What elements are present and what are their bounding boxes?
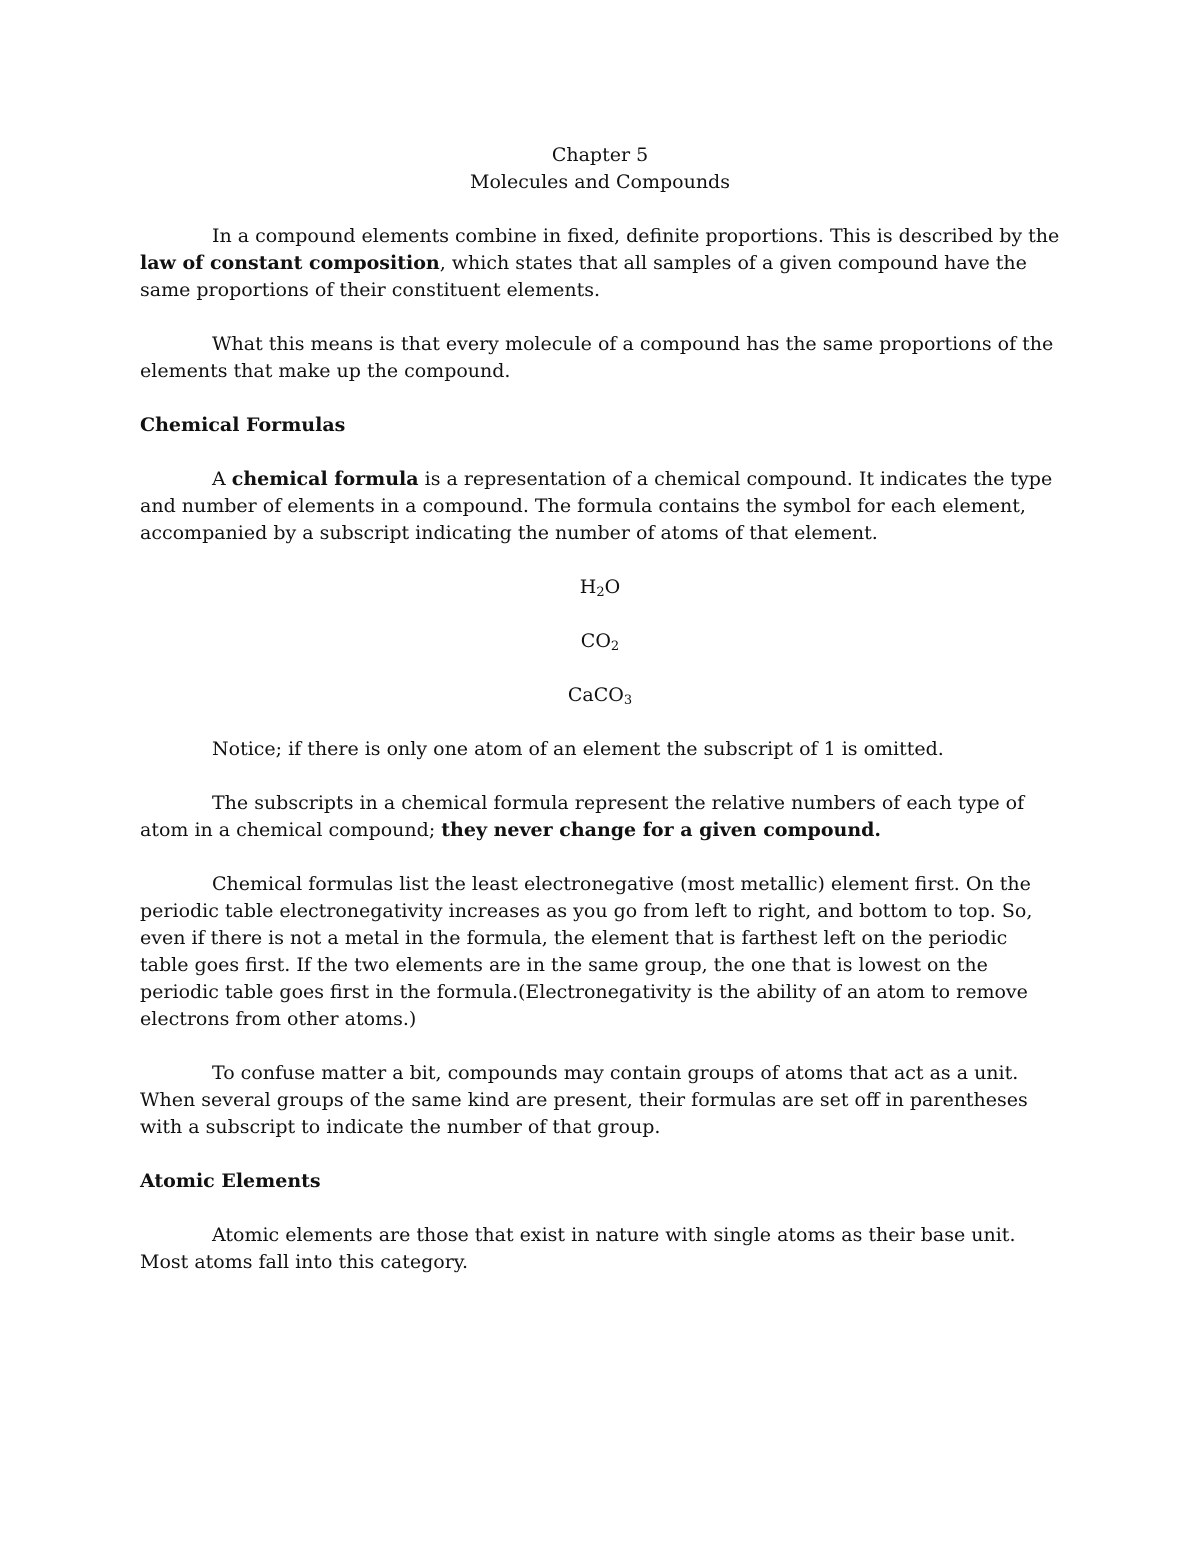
paragraph-text: The subscripts in a chemical formula represent the relative numbers of each type of atom in a chemical compound; xyxy=(140,792,1025,841)
formula-water xyxy=(140,574,1060,601)
formula-part: CaCO xyxy=(567,684,624,706)
groups-paragraph: To confuse matter a bit, compounds may contain groups of atoms that act as a unit. When several groups of the same kind are present, their formulas are set off in parentheses with a subscript to indicate the number of that group. xyxy=(140,1062,1028,1138)
chemical-formula-term: chemical formula xyxy=(231,468,419,490)
subscripts-paragraph xyxy=(140,790,1060,844)
intro-paragraph-1 xyxy=(140,223,1060,304)
atomic-elements-paragraph: Atomic elements are those that exist in nature with single atoms as their base unit. Most atoms fall into this category. xyxy=(140,1224,1016,1273)
formula-carbon-dioxide xyxy=(140,628,1060,655)
intro-text: , which states that all samples of a given compound have the same proportions of their constituent elements. xyxy=(140,252,1027,301)
formula-part: O xyxy=(604,576,621,598)
formula-part: H xyxy=(579,576,597,598)
section-heading-chemical-formulas: Chemical Formulas xyxy=(140,414,346,436)
formula-calcium-carbonate xyxy=(140,682,1060,709)
electronegativity-paragraph: Chemical formulas list the least electronegative (most metallic) element first. On the periodic table electronegativity increases as you go from left to right, and bottom to top. So, even if there is not a metal in the formula, the element that is farthest left on the periodic table goes first. If the two elements are in the same group, the one that is lowest on the periodic table goes first in the formula.(Electronegativity is the ability of an atom to remove electrons from other atoms.) xyxy=(140,873,1033,1030)
formula-subscript: 2 xyxy=(610,639,620,654)
paragraph-text: A xyxy=(212,468,232,490)
formula-subscript: 3 xyxy=(623,693,633,708)
document-title: Molecules and Compounds xyxy=(470,171,730,193)
formula-part: CO xyxy=(580,630,611,652)
section-heading-atomic-elements: Atomic Elements xyxy=(140,1170,321,1192)
paragraph-text: is a representation of a chemical compound. It indicates the type and number of elements in a compound. The formula contains the symbol for each element, accompanied by a subscript indicating the number of atoms of that element. xyxy=(140,468,1053,544)
chemical-formula-paragraph xyxy=(140,466,1060,547)
intro-text: In a compound elements combine in fixed, definite proportions. This is described by the xyxy=(212,225,1060,247)
formula-subscript: 2 xyxy=(596,585,605,600)
law-term: law of constant composition xyxy=(140,252,440,274)
chapter-label: Chapter 5 xyxy=(551,144,649,166)
intro-paragraph-2: What this means is that every molecule of a compound has the same proportions of the elements that make up the compound. xyxy=(140,333,1054,382)
emphasis-text: they never change for a given compound. xyxy=(441,819,882,841)
notice-paragraph: Notice; if there is only one atom of an element the subscript of 1 is omitted. xyxy=(212,738,944,760)
document-page xyxy=(140,142,1060,1303)
